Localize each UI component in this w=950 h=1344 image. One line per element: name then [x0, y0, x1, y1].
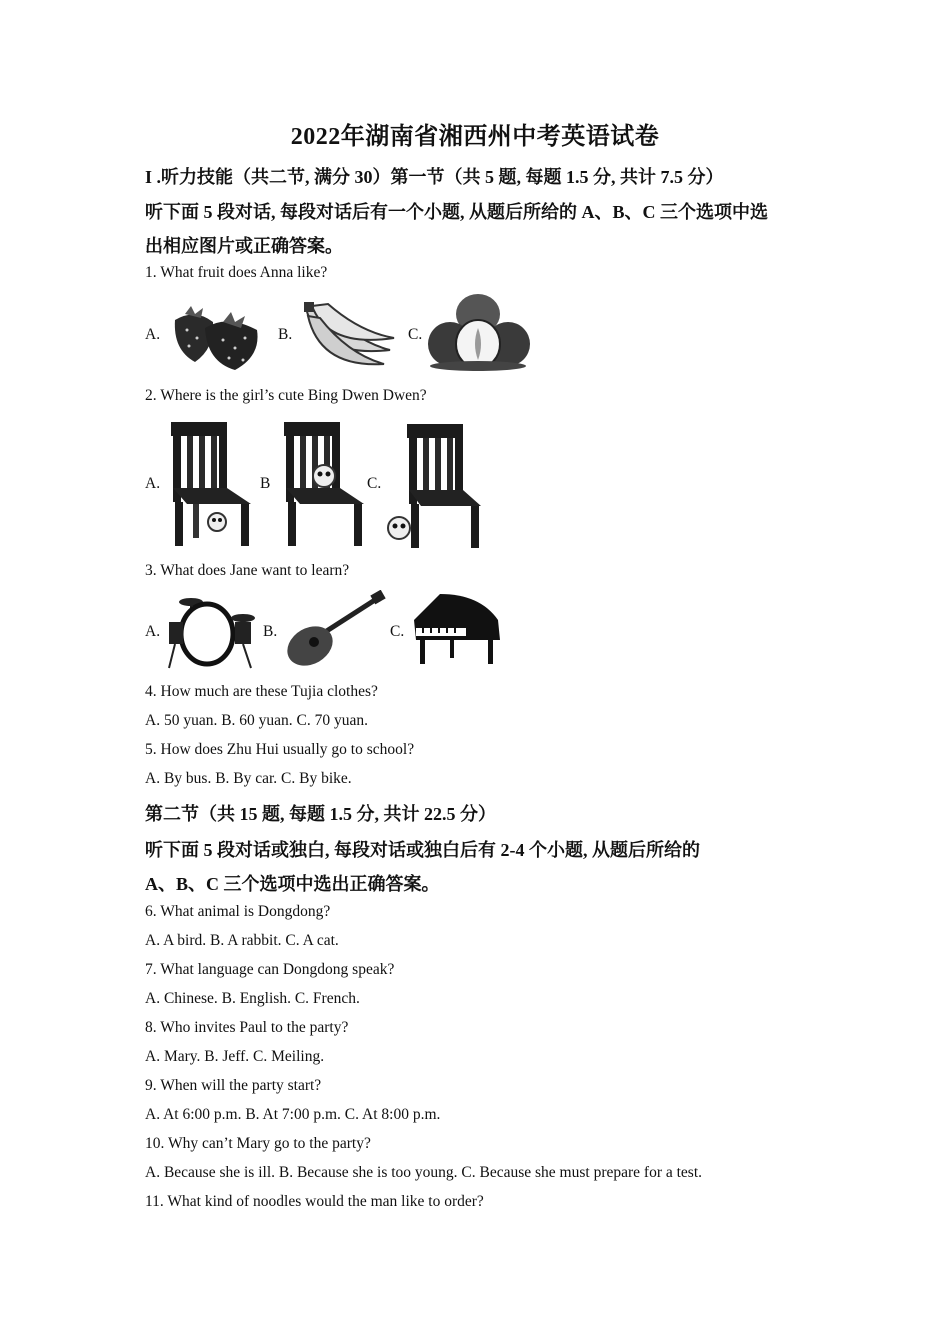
question-1: 1. What fruit does Anna like? — [145, 264, 328, 281]
question-4-options: A. 50 yuan. B. 60 yuan. C. 70 yuan. — [145, 712, 369, 729]
q1-option-b-label: B. — [278, 326, 293, 343]
question-8-options: A. Mary. B. Jeff. C. Meiling. — [145, 1048, 325, 1065]
q3-option-c-label: C. — [390, 623, 405, 640]
banana-icon — [298, 298, 398, 370]
chair-beside-icon — [385, 420, 485, 550]
piano-icon — [410, 590, 504, 668]
q1-option-c-label: C. — [408, 326, 423, 343]
question-11: 11. What kind of noodles would the man like to order? — [145, 1193, 484, 1210]
section1-instruction: 听下面 5 段对话, 每段对话后有一个小题, 从题后所给的 A、B、C 三个选项中选 — [145, 202, 769, 222]
page-title: 2022年湖南省湘西州中考英语试卷 — [290, 124, 660, 150]
question-6-options: A. A bird. B. A rabbit. C. A cat. — [145, 932, 339, 949]
question-9: 9. When will the party start? — [145, 1077, 322, 1094]
q2-option-c-label: C. — [367, 475, 382, 492]
guitar-icon — [282, 590, 386, 670]
question-5-options: A. By bus. B. By car. C. By bike. — [145, 770, 352, 787]
q1-option-a-label: A. — [145, 326, 161, 343]
question-7: 7. What language can Dongdong speak? — [145, 961, 395, 978]
question-9-options: A. At 6:00 p.m. B. At 7:00 p.m. C. At 8:00 p.m. — [145, 1106, 441, 1123]
q3-option-a-label: A. — [145, 623, 161, 640]
q2-option-a-label: A. — [145, 475, 161, 492]
q3-option-b-label: B. — [263, 623, 278, 640]
section2-heading: 第二节（共 15 题, 每题 1.5 分, 共计 22.5 分） — [145, 804, 496, 824]
section1-instruction-cont: 出相应图片或正确答案。 — [145, 236, 343, 256]
question-5: 5. How does Zhu Hui usually go to school? — [145, 741, 415, 758]
question-6: 6. What animal is Dongdong? — [145, 903, 331, 920]
strawberry-icon — [165, 300, 270, 372]
question-10: 10. Why can’t Mary go to the party? — [145, 1135, 371, 1152]
question-10-options: A. Because she is ill. B. Because she is too young. C. Because she must prepare for a test. — [145, 1164, 703, 1181]
apple-icon — [428, 290, 530, 372]
chair-under-icon — [165, 418, 257, 550]
question-3: 3. What does Jane want to learn? — [145, 562, 350, 579]
question-8: 8. Who invites Paul to the party? — [145, 1019, 349, 1036]
section2-instruction-cont: A、B、C 三个选项中选出正确答案。 — [145, 874, 440, 894]
chair-on-icon — [278, 418, 368, 550]
question-7-options: A. Chinese. B. English. C. French. — [145, 990, 360, 1007]
section1-heading: I .听力技能（共二节, 满分 30）第一节（共 5 题, 每题 1.5 分, 共计 7.5 分） — [145, 167, 724, 187]
q2-option-b-label: B — [260, 475, 271, 492]
drum-icon — [165, 592, 257, 672]
section2-instruction: 听下面 5 段对话或独白, 每段对话或独白后有 2-4 个小题, 从题后所给的 — [145, 840, 700, 860]
question-4: 4. How much are these Tujia clothes? — [145, 683, 378, 700]
question-2: 2. Where is the girl’s cute Bing Dwen Dwen? — [145, 387, 427, 404]
